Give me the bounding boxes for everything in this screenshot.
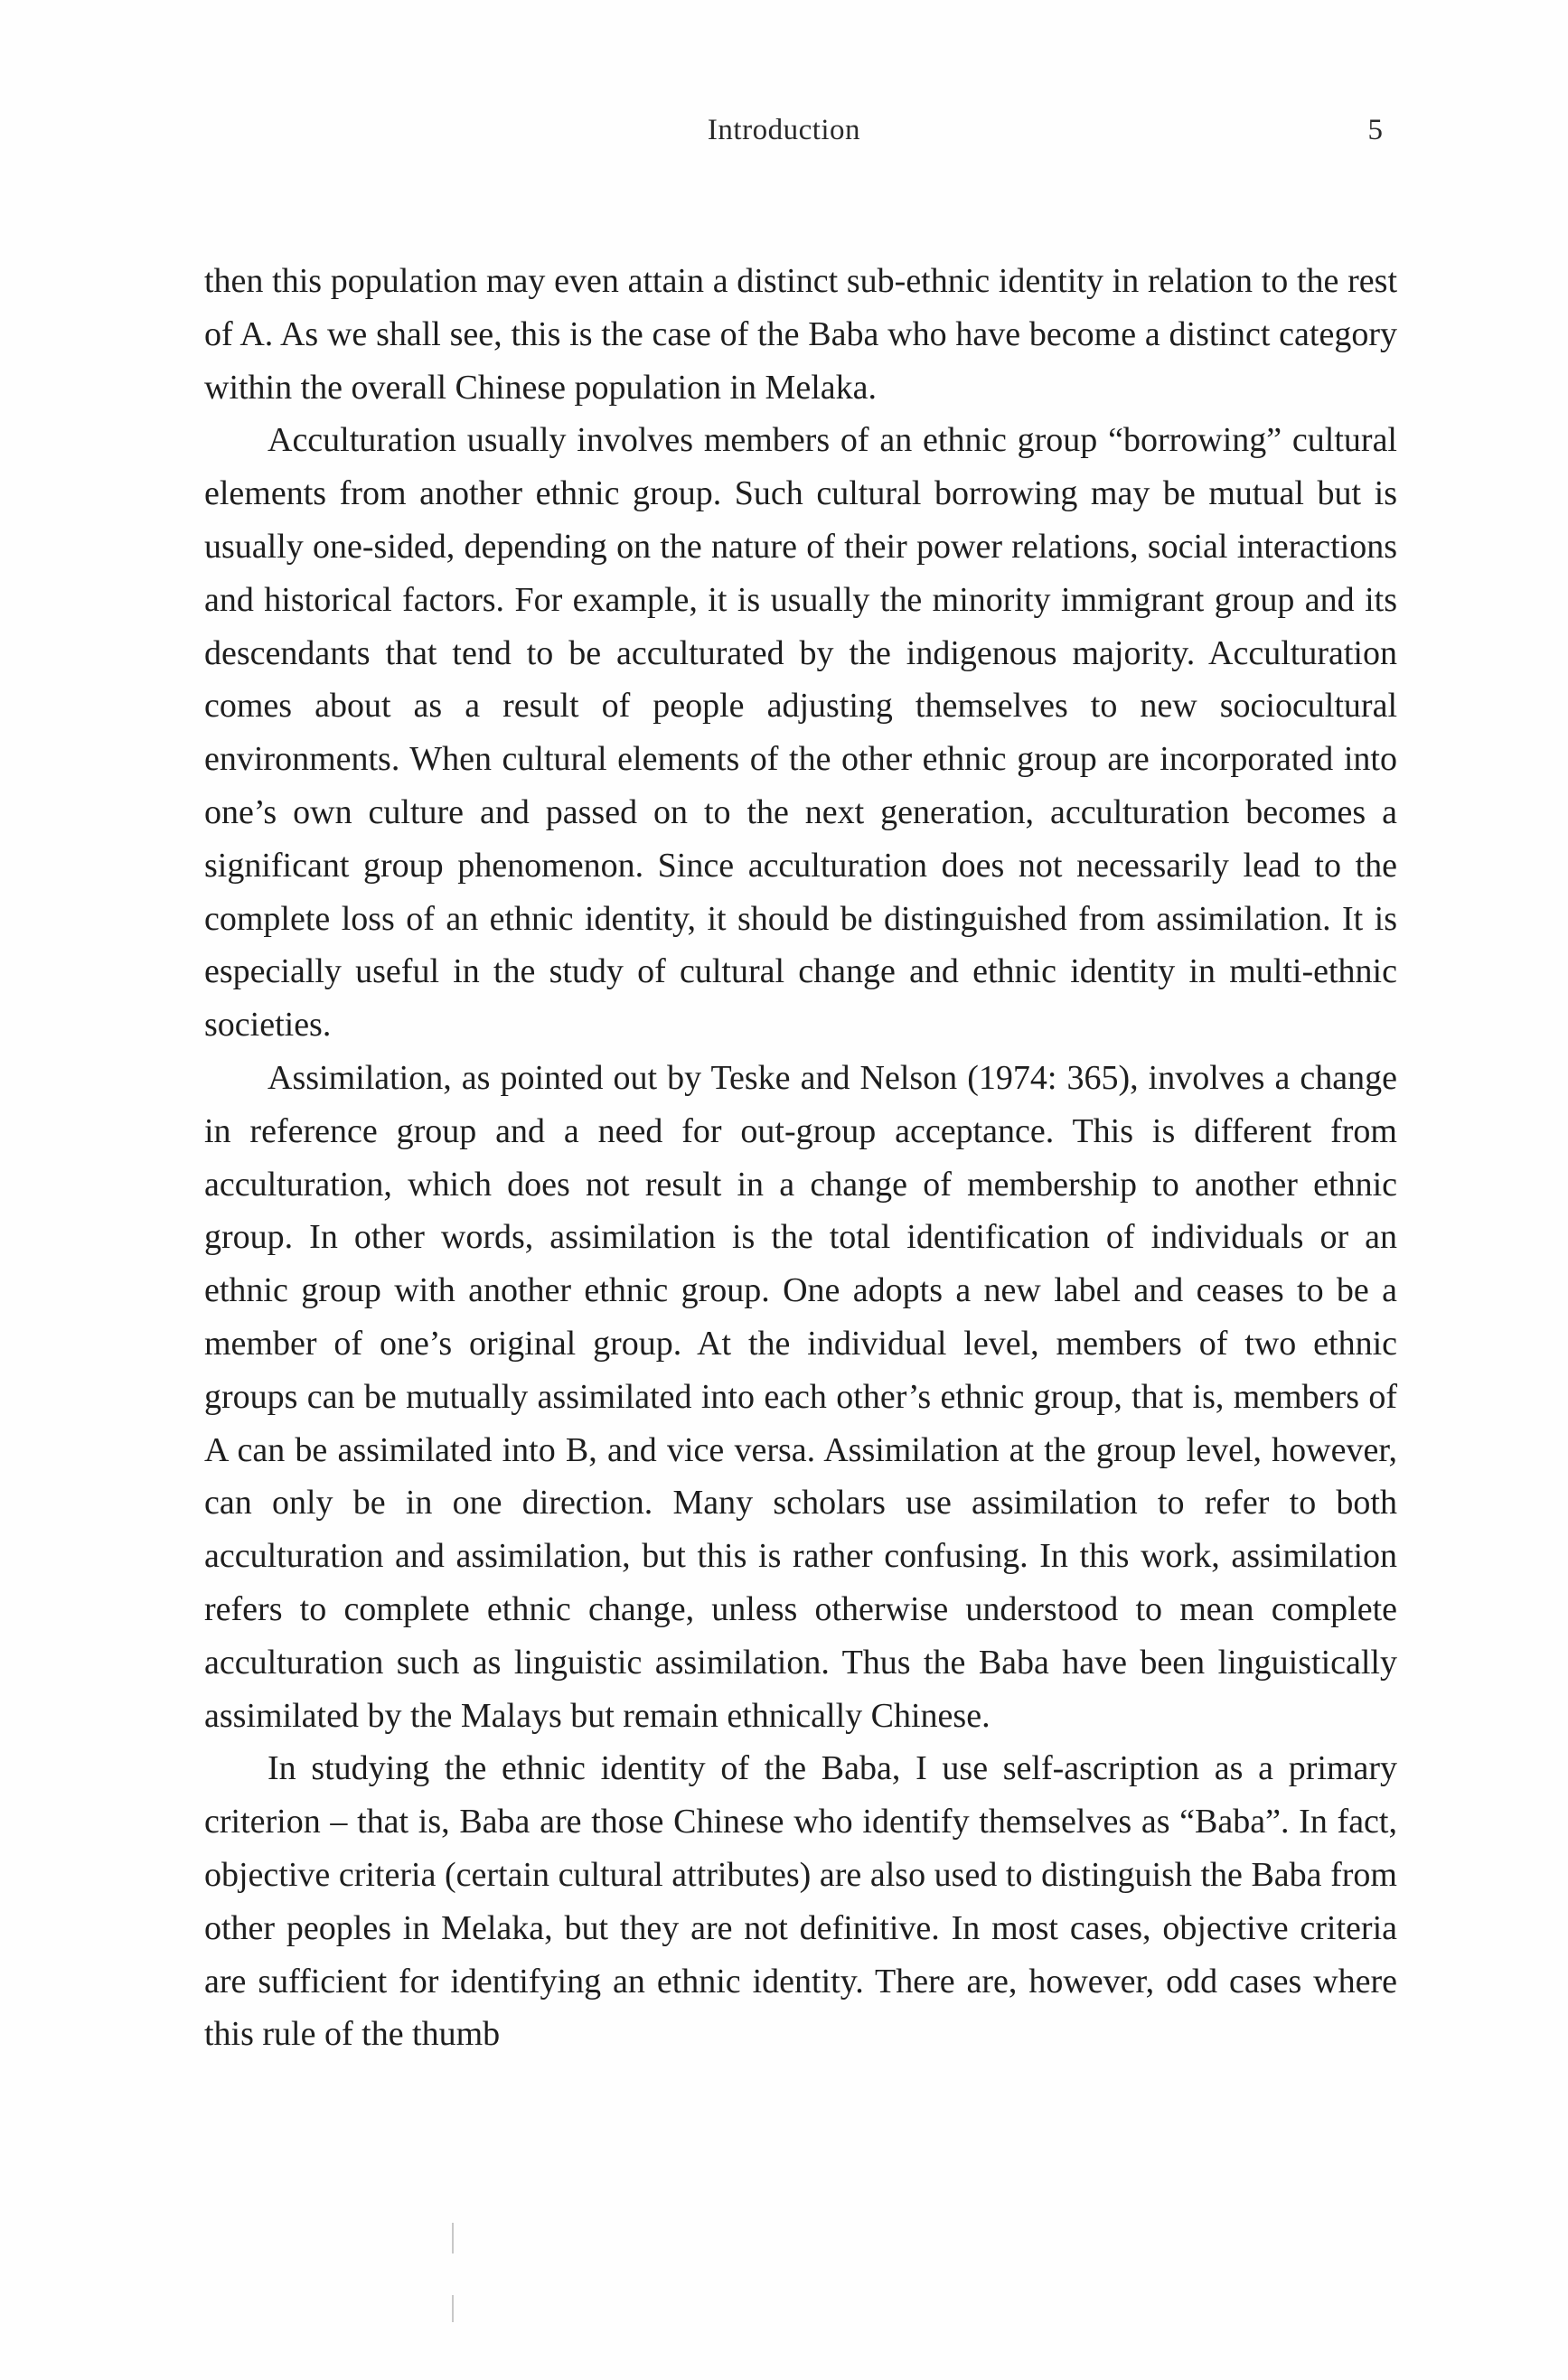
paragraph-acculturation: Acculturation usually involves members of an ethnic group “borrowing” cultural elements from another ethnic group. Such cultural borrowing may be mutual but is usually one-sided, depending on the nature of their power relations, social interactions and historical factors. For example, it is usually the minority immigrant group and its descendants that tend to be acculturated by the indigenous majority. Acculturation comes about as a result of people adjusting themselves to new sociocultural environments. When cultural elements of the other ethnic group are incorporated into one’s own culture and passed on to the next generation, acculturation becomes a significant group phenomenon. Since acculturation does not necessarily lead to the complete loss of an ethnic identity, it should be distinguished from assimilation. It is especially useful in the study of cultural change and ethnic identity in multi-ethnic societies. — [204, 421, 1397, 1045]
scan-artifact-mark — [452, 2223, 454, 2254]
paragraph-continued: then this population may even attain a distinct sub-ethnic identity in relation to the rest of A. As we shall see, this is the case of the Baba who have become a distinct category within the overall Chinese population in Melaka. — [204, 262, 1397, 407]
running-head — [0, 114, 1568, 150]
body-text — [204, 255, 1397, 2061]
running-title: Introduction — [707, 114, 861, 146]
scan-artifact-mark — [452, 2295, 454, 2322]
paragraph-assimilation: Assimilation, as pointed out by Teske and Nelson (1974: 365), involves a change in reference group and a need for out-group acceptance. This is different from acculturation, which does not result in a change of membership to another ethnic group. In other words, assimilation is the total identification of individuals or an ethnic group with another ethnic group. One adopts a new label and ceases to be a member of one’s original group. At the individual level, members of two ethnic groups can be mutually assimilated into each other’s ethnic group, that is, members of A can be assimilated into B, and vice versa. Assimilation at the group level, however, can only be in one direction. Many scholars use assimilation to refer to both acculturation and assimilation, but this is rather confusing. In this work, assimilation refers to complete ethnic change, unless otherwise understood to mean complete acculturation such as linguistic assimilation. Thus the Baba have been linguistically assimilated by the Malays but remain ethnically Chinese. — [204, 1058, 1397, 1735]
paragraph-ethnic-identity: In studying the ethnic identity of the Baba, I use self-ascription as a primary criterion – that is, Baba are those Chinese who identify themselves as “Baba”. In fact, objective criteria (certain cultural attributes) are also used to distinguish the Baba from other peoples in Melaka, but they are not definitive. In most cases, objective criteria are sufficient for identifying an ethnic identity. There are, however, odd cases where this rule of the thumb — [204, 1749, 1397, 2054]
page-number: 5 — [1367, 114, 1383, 146]
